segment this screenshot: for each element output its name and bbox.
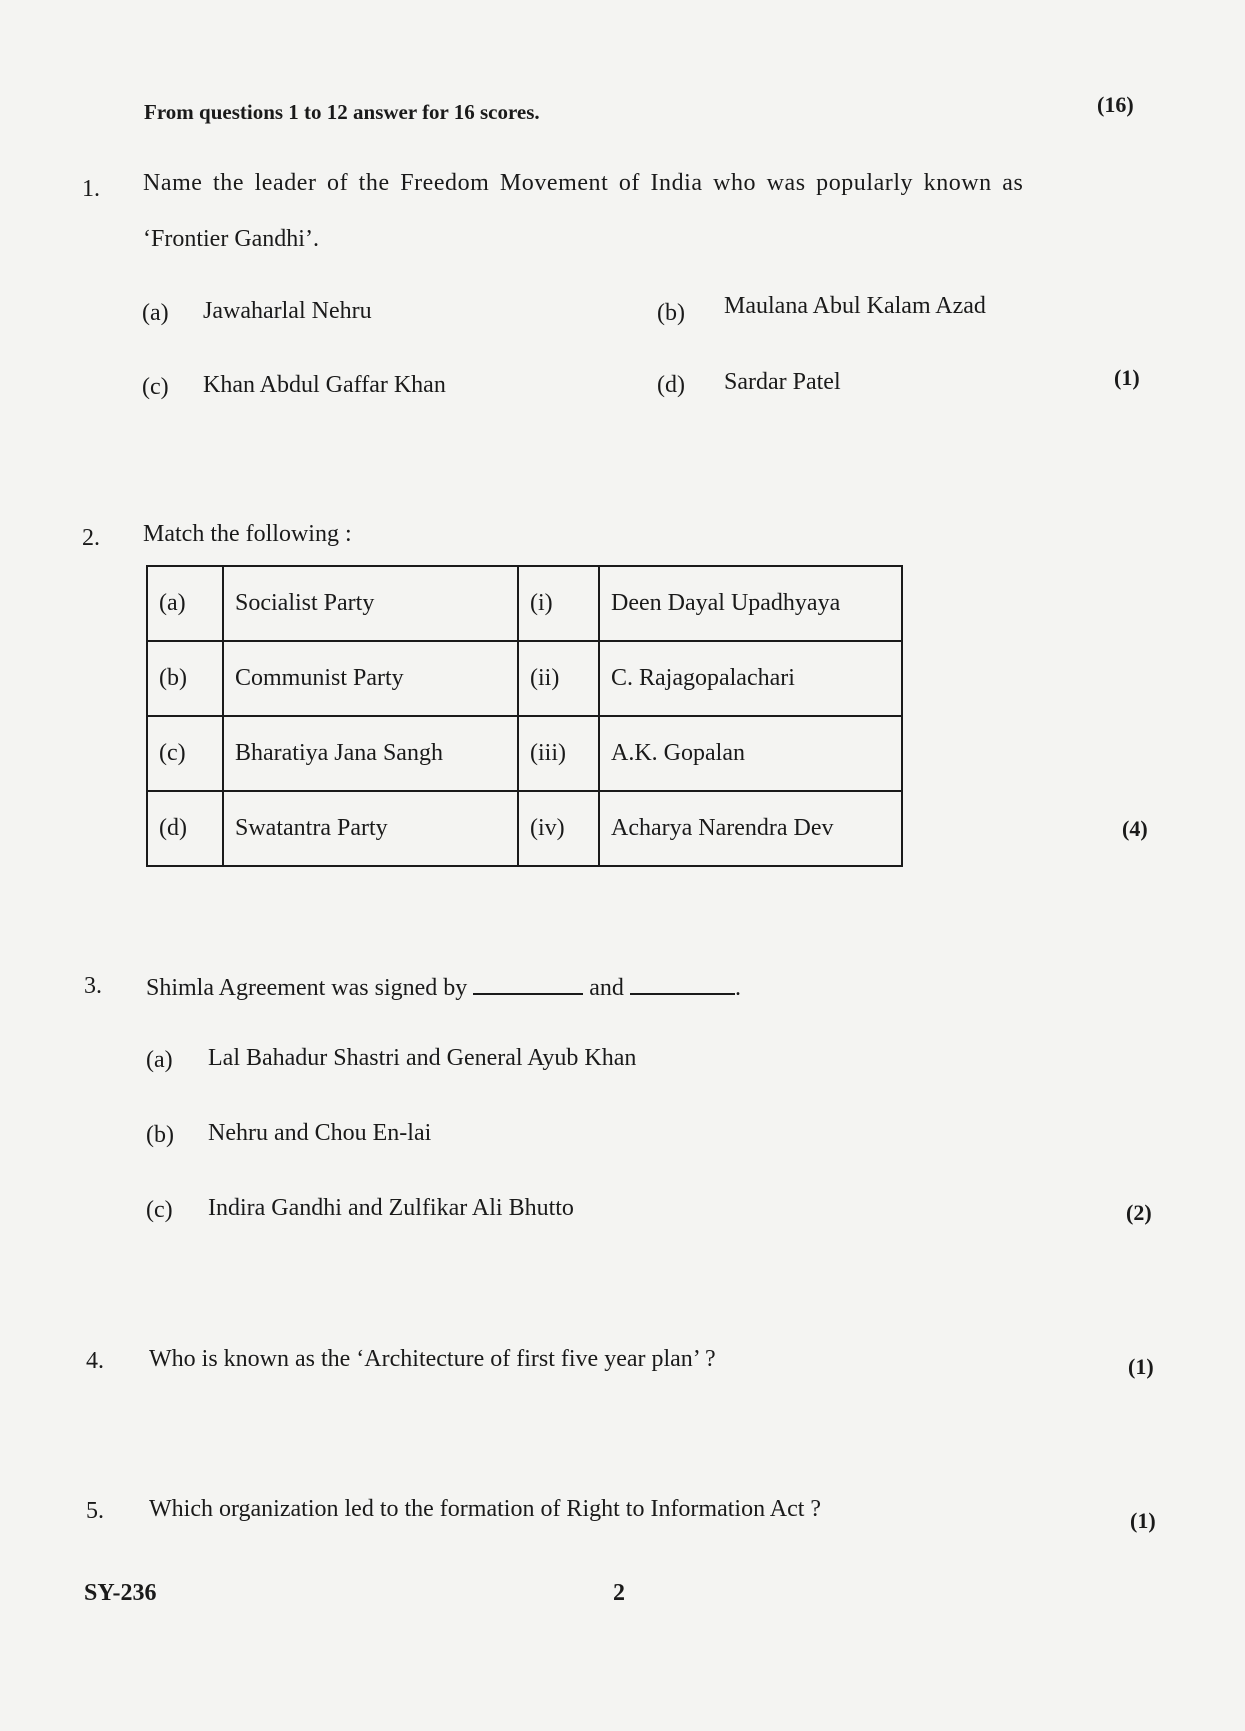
q3-option-b-text: Nehru and Chou En-lai [208,1120,432,1146]
table-row [147,791,902,866]
match-table [146,565,903,867]
q1-option-c-label: (c) [142,374,169,400]
q1-option-b-label: (b) [657,300,685,326]
q3-option-a-label: (a) [146,1047,173,1073]
q3-option-c-label: (c) [146,1197,173,1223]
q3-blank-2 [630,971,735,995]
q3-option-c-text: Indira Gandhi and Zulfikar Ali Bhutto [208,1195,574,1221]
table-row [147,641,902,716]
q4-text: Who is known as the ‘Architecture of first five year plan’ ? [149,1346,716,1372]
q5-number: 5. [86,1498,104,1524]
q1-text-line1: Name the leader of the Freedom Movement of India who was popularly known as [143,170,1024,196]
q2-number: 2. [82,525,100,551]
q1-option-d-text: Sardar Patel [724,369,841,395]
q1-option-a-label: (a) [142,300,169,326]
table-cell: (d) [147,791,223,866]
q3-text-part1: Shimla Agreement was signed by [146,975,468,1001]
q5-text: Which organization led to the formation of Right to Information Act ? [149,1496,822,1522]
table-cell: Communist Party [223,641,518,716]
table-cell: (c) [147,716,223,791]
q1-option-d-label: (d) [657,372,685,398]
q3-text-part2: and [589,975,624,1001]
q1-option-b-text: Maulana Abul Kalam Azad [724,293,986,319]
q1-option-a-text: Jawaharlal Nehru [203,298,372,324]
q3-option-b-label: (b) [146,1122,174,1148]
table-row [147,566,902,641]
table-cell: Socialist Party [223,566,518,641]
q3-blank-1 [473,971,583,995]
table-cell: (a) [147,566,223,641]
q1-number: 1. [82,176,100,202]
paper-code: SY-236 [84,1580,157,1606]
page-number: 2 [613,1580,625,1606]
q3-text [146,971,741,1002]
table-row [147,716,902,791]
q3-number: 3. [84,973,102,999]
table-cell: A.K. Gopalan [599,716,902,791]
table-cell: (iii) [518,716,599,791]
q5-score: (1) [1130,1508,1156,1533]
q4-score: (1) [1128,1354,1154,1379]
instruction-text: From questions 1 to 12 answer for 16 scores. [144,100,540,124]
q1-text-line2: ‘Frontier Gandhi’. [143,226,319,252]
q1-option-c-text: Khan Abdul Gaffar Khan [203,372,446,398]
total-score: (16) [1097,92,1134,117]
table-cell: (ii) [518,641,599,716]
table-cell: C. Rajagopalachari [599,641,902,716]
table-cell: Deen Dayal Upadhyaya [599,566,902,641]
table-cell: (iv) [518,791,599,866]
table-cell: Acharya Narendra Dev [599,791,902,866]
table-cell: Bharatiya Jana Sangh [223,716,518,791]
table-cell: (i) [518,566,599,641]
q3-option-a-text: Lal Bahadur Shastri and General Ayub Khan [208,1045,637,1071]
q3-score: (2) [1126,1200,1152,1225]
q4-number: 4. [86,1348,104,1374]
table-cell: (b) [147,641,223,716]
q2-score: (4) [1122,816,1148,841]
table-cell: Swatantra Party [223,791,518,866]
q1-score: (1) [1114,365,1140,390]
q2-text: Match the following : [143,521,352,547]
q3-text-part3: . [734,975,741,1001]
